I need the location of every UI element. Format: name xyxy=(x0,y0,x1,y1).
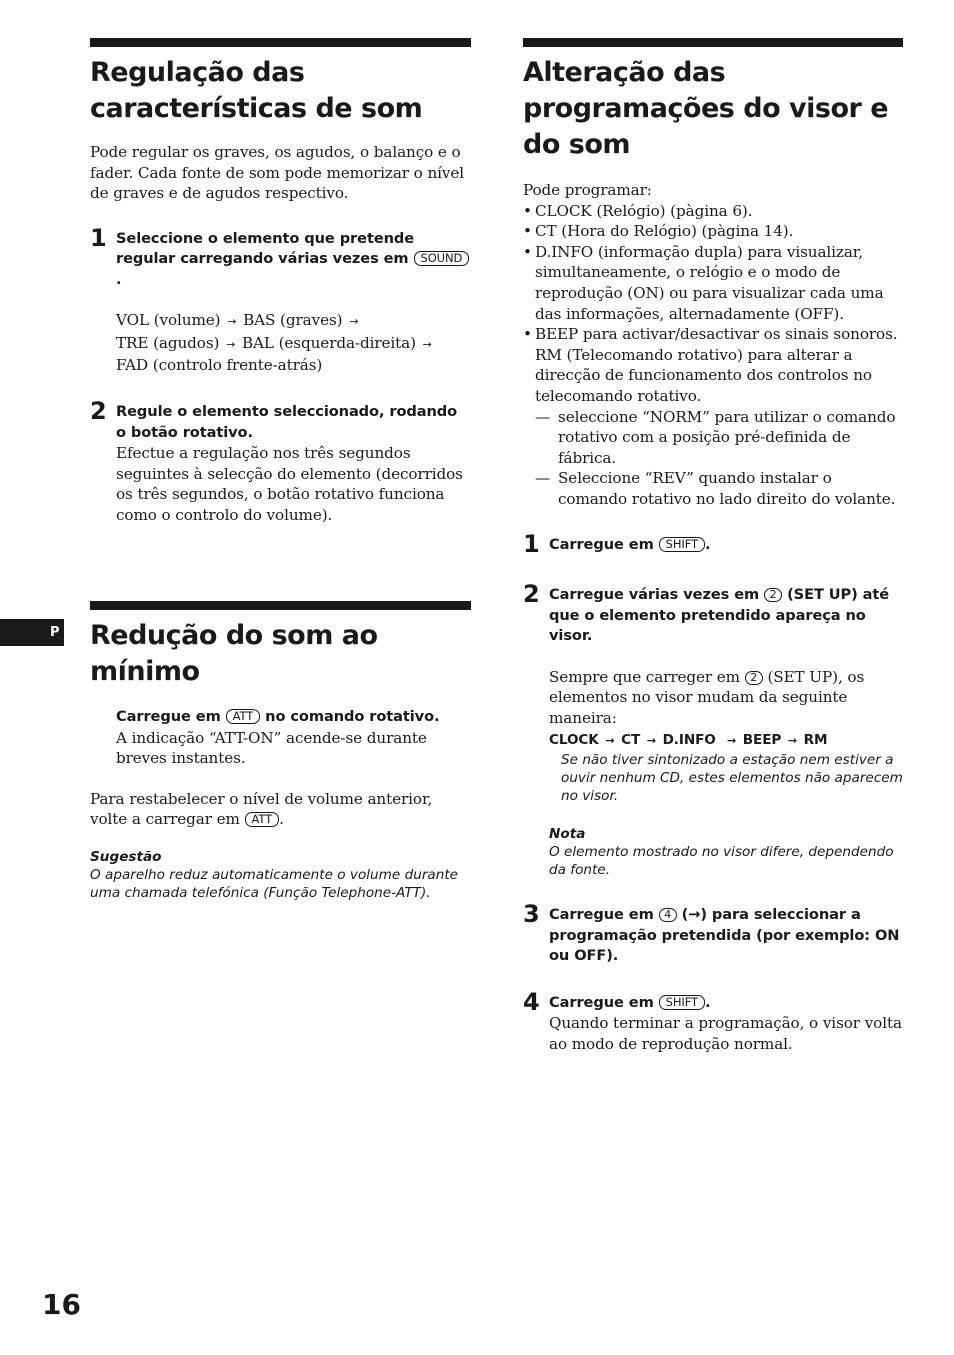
arrow-icon: (→) xyxy=(681,906,707,924)
instruction-text: . xyxy=(704,993,711,1011)
seq-item: CLOCK xyxy=(549,732,599,749)
language-tab: P xyxy=(0,619,64,646)
page-number: 16 xyxy=(42,1288,81,1321)
step-3 xyxy=(523,900,903,967)
note-text: O elemento mostrado no visor difere, dependendo da fonte. xyxy=(549,844,894,879)
att-key: ATT xyxy=(245,812,280,827)
step-instruction: Regule o elemento seleccionado, rodando o botão rotativo. xyxy=(116,403,458,441)
section-rule xyxy=(90,38,471,47)
seq-item: VOL (volume) xyxy=(116,311,221,330)
section-rule xyxy=(90,601,471,610)
arrow-icon: → xyxy=(226,337,236,351)
list-item: • CT (Hora do Relógio) (pàgina 14). xyxy=(523,221,903,242)
button-2-key: 2 xyxy=(764,588,782,602)
body-text: Sempre que carreger em xyxy=(549,667,740,686)
list-item: — Seleccione “REV” quando instalar o comando rotativo no lado direito do volante. xyxy=(535,468,903,509)
seq-item: FAD (controlo frente-atrás) xyxy=(116,356,323,375)
att-key: ATT xyxy=(226,709,261,724)
section-sound-adjust xyxy=(90,38,471,525)
restore-text: . xyxy=(279,810,284,829)
title-line: do som xyxy=(523,129,631,160)
seq-item: BAL (esquerda-direita) xyxy=(241,333,416,352)
step-4 xyxy=(523,987,903,1055)
section-title xyxy=(523,55,903,163)
step-instruction xyxy=(549,993,903,1014)
seq-item: BEEP xyxy=(742,732,782,749)
instruction-text: Carregue em xyxy=(116,708,221,725)
seq-item: CT xyxy=(621,732,641,749)
settings-list xyxy=(523,201,903,510)
step-instruction xyxy=(549,535,903,556)
section-title xyxy=(90,55,471,127)
arrow-icon: → xyxy=(605,734,615,748)
list-item: — seleccione “NORM” para utilizar o comando rotativo com a posição pré-definida de fábrica. xyxy=(535,407,903,469)
step-body: Efectue a regulação nos três segundos seguintes à selecção do elemento (decorridos os três segundos, o botão rotativo funciona como o controlo do volume). xyxy=(116,444,463,524)
body-text: (SET UP), os elementos no visor mudam da seguinte maneira: xyxy=(549,667,865,727)
arrow-icon: → xyxy=(349,315,359,329)
step-instruction xyxy=(549,905,903,967)
section-rule xyxy=(523,38,903,47)
arrow-icon: → xyxy=(227,315,237,329)
step-number: 2 xyxy=(523,580,540,608)
instruction-text: Carregue várias vezes em xyxy=(549,586,760,603)
button-4-key: 4 xyxy=(659,908,677,922)
title-line: mínimo xyxy=(90,656,200,687)
instruction-text: Carregue em xyxy=(549,535,654,553)
seq-item: TRE (agudos) xyxy=(116,333,220,352)
step-1 xyxy=(523,529,903,558)
display-sequence xyxy=(549,730,903,751)
step-instruction xyxy=(116,229,471,291)
arrow-icon: → xyxy=(727,734,737,748)
restore-paragraph xyxy=(90,789,471,830)
intro-paragraph: Pode programar: xyxy=(523,181,652,199)
arrow-icon: → xyxy=(646,734,656,748)
section-title xyxy=(90,618,471,690)
instruction-text: Seleccione o elemento que pretende regular carregando várias vezes em xyxy=(116,229,415,268)
shift-key: SHIFT xyxy=(659,995,705,1010)
sound-key: SOUND xyxy=(414,251,470,266)
step-1 xyxy=(90,223,471,376)
title-line: programações do visor e xyxy=(523,93,889,124)
tip-label: Sugestão xyxy=(90,848,162,865)
seq-item: RM xyxy=(803,732,828,749)
tip-text: O aparelho reduz automaticamente o volume durante uma chamada telefónica (Função Telephone-ATT). xyxy=(90,866,459,901)
title-line: características de som xyxy=(90,93,423,124)
instruction-text: no comando rotativo. xyxy=(265,708,440,725)
instruction-text: para seleccionar a programação pretendida (por exemplo: ON ou OFF). xyxy=(549,906,900,965)
button-2-key: 2 xyxy=(745,671,763,685)
list-item: • D.INFO (informação dupla) para visualizar, simultaneamente, o relógio e o modo de reprodução (ON) ou para visualizar cada uma das informações, alternadamente (OFF). xyxy=(523,242,903,324)
action-body: A indicação “ATT-ON” acende-se durante breves instantes. xyxy=(116,728,427,768)
step-number: 1 xyxy=(90,223,107,252)
instruction-text: (SET UP) até que o elemento pretendido apareça no visor. xyxy=(549,586,890,644)
seq-item: BAS (graves) xyxy=(243,311,343,330)
sequence-note: Se não tiver sintonizado a estação nem estiver a ouvir nenhum CD, estes elementos não aparecem no visor. xyxy=(561,752,903,805)
intro-paragraph: Pode regular os graves, os agudos, o balanço e o fader. Cada fonte de som pode memorizar o nível de graves e de agudos respectivo. xyxy=(90,143,465,203)
step-body: Quando terminar a programação, o visor volta ao modo de reprodução normal. xyxy=(549,1014,902,1053)
step-number: 4 xyxy=(523,987,540,1016)
list-item-text: RM (Telecomando rotativo) para alterar a direcção de funcionamento dos controlos no telecomando rotativo. xyxy=(535,345,872,405)
action-instruction xyxy=(116,707,471,728)
step-number: 1 xyxy=(523,529,540,558)
shift-key: SHIFT xyxy=(659,537,705,552)
title-line: Regulação das xyxy=(90,57,305,88)
step-2 xyxy=(90,397,471,525)
list-item-text: BEEP para activar/desactivar os sinais sonoros. xyxy=(535,325,898,344)
instruction-text: . xyxy=(116,270,122,288)
mute-action xyxy=(90,707,471,769)
seq-item: D.INFO xyxy=(662,732,716,749)
step-instruction xyxy=(549,585,903,647)
arrow-icon: → xyxy=(422,337,432,351)
section-mute xyxy=(90,601,471,902)
step-body xyxy=(549,667,903,729)
note-label: Nota xyxy=(549,826,586,843)
step-number: 3 xyxy=(523,900,540,929)
restore-text: Para restabelecer o nível de volume anterior, volte a carregar em xyxy=(90,789,433,829)
instruction-text: Carregue em xyxy=(549,993,654,1011)
list-item xyxy=(523,324,903,509)
step-number: 2 xyxy=(90,397,107,426)
title-line: Alteração das xyxy=(523,57,726,88)
section-display-settings xyxy=(523,38,903,1054)
list-item: • CLOCK (Relógio) (pàgina 6). xyxy=(523,201,903,222)
step-2 xyxy=(523,580,903,879)
arrow-icon: → xyxy=(787,734,798,748)
instruction-text: . xyxy=(704,535,711,553)
rm-options xyxy=(535,407,903,510)
instruction-text: Carregue em xyxy=(549,906,654,924)
title-line: Redução do som ao xyxy=(90,620,378,651)
sound-sequence xyxy=(116,310,471,376)
